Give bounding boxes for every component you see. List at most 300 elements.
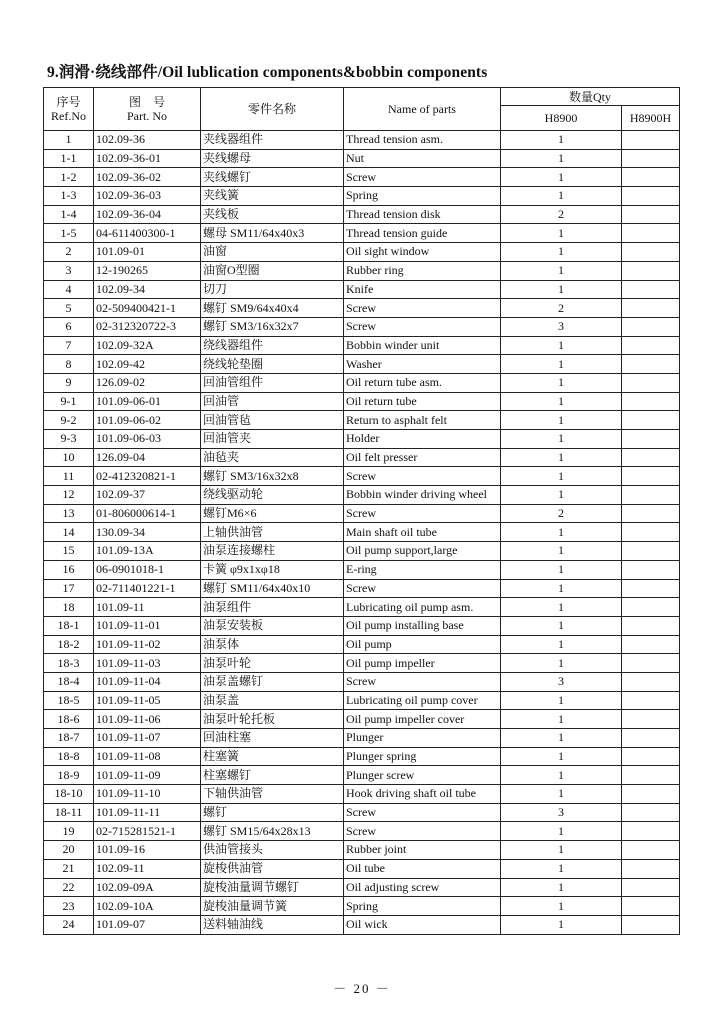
cell-qty-h8900: 2 bbox=[501, 205, 622, 224]
cell-ref-no: 18-7 bbox=[44, 729, 94, 748]
cell-qty-h8900: 3 bbox=[501, 803, 622, 822]
cell-qty-h8900: 1 bbox=[501, 616, 622, 635]
cell-qty-h8900h bbox=[622, 841, 680, 860]
cell-name-en: E-ring bbox=[344, 560, 501, 579]
cell-name-cn: 油窗 bbox=[201, 243, 344, 262]
cell-qty-h8900h bbox=[622, 467, 680, 486]
cell-qty-h8900: 1 bbox=[501, 392, 622, 411]
cell-part-no: 130.09-34 bbox=[94, 523, 201, 542]
cell-qty-h8900h bbox=[622, 131, 680, 150]
cell-qty-h8900h bbox=[622, 373, 680, 392]
cell-name-en: Thread tension disk bbox=[344, 205, 501, 224]
cell-name-cn: 油泵体 bbox=[201, 635, 344, 654]
header-name-en: Name of parts bbox=[344, 88, 501, 131]
cell-ref-no: 9-1 bbox=[44, 392, 94, 411]
cell-name-en: Thread tension guide bbox=[344, 224, 501, 243]
cell-name-en: Rubber ring bbox=[344, 261, 501, 280]
cell-name-en: Screw bbox=[344, 168, 501, 187]
table-row bbox=[44, 710, 680, 729]
cell-part-no: 02-715281521-1 bbox=[94, 822, 201, 841]
table-row bbox=[44, 654, 680, 673]
cell-name-cn: 旋梭油量调节簧 bbox=[201, 897, 344, 916]
cell-qty-h8900h bbox=[622, 205, 680, 224]
cell-ref-no: 1-5 bbox=[44, 224, 94, 243]
cell-qty-h8900: 1 bbox=[501, 430, 622, 449]
cell-name-cn: 回油柱塞 bbox=[201, 729, 344, 748]
cell-part-no: 101.09-11-02 bbox=[94, 635, 201, 654]
header-ref-cn: 序号 bbox=[56, 95, 81, 109]
cell-part-no: 06-0901018-1 bbox=[94, 560, 201, 579]
table-row bbox=[44, 579, 680, 598]
cell-name-en: Oil sight window bbox=[344, 243, 501, 262]
cell-name-cn: 送料轴油线 bbox=[201, 915, 344, 934]
cell-ref-no: 3 bbox=[44, 261, 94, 280]
cell-name-cn: 油泵盖 bbox=[201, 691, 344, 710]
cell-name-cn: 上轴供油管 bbox=[201, 523, 344, 542]
cell-part-no: 01-806000614-1 bbox=[94, 504, 201, 523]
cell-qty-h8900h bbox=[622, 560, 680, 579]
table-row bbox=[44, 729, 680, 748]
cell-part-no: 101.09-06-03 bbox=[94, 430, 201, 449]
cell-name-cn: 夹线器组件 bbox=[201, 131, 344, 150]
cell-qty-h8900: 3 bbox=[501, 672, 622, 691]
cell-qty-h8900: 1 bbox=[501, 878, 622, 897]
cell-qty-h8900h bbox=[622, 317, 680, 336]
cell-qty-h8900h bbox=[622, 168, 680, 187]
cell-part-no: 102.09-10A bbox=[94, 897, 201, 916]
table-row bbox=[44, 672, 680, 691]
table-row bbox=[44, 411, 680, 430]
cell-ref-no: 23 bbox=[44, 897, 94, 916]
cell-name-en: Screw bbox=[344, 467, 501, 486]
cell-name-cn: 回油管夹 bbox=[201, 430, 344, 449]
cell-qty-h8900h bbox=[622, 243, 680, 262]
cell-qty-h8900h bbox=[622, 149, 680, 168]
cell-ref-no: 14 bbox=[44, 523, 94, 542]
cell-name-en: Thread tension asm. bbox=[344, 131, 501, 150]
cell-qty-h8900: 1 bbox=[501, 729, 622, 748]
page-number: － 20 － bbox=[333, 981, 391, 996]
parts-table bbox=[43, 87, 680, 935]
header-name-cn: 零件名称 bbox=[201, 88, 344, 131]
cell-name-cn: 螺钉M6×6 bbox=[201, 504, 344, 523]
cell-qty-h8900h bbox=[622, 261, 680, 280]
cell-name-cn: 油泵叶轮托板 bbox=[201, 710, 344, 729]
cell-part-no: 102.09-37 bbox=[94, 486, 201, 505]
cell-qty-h8900h bbox=[622, 224, 680, 243]
cell-name-en: Bobbin winder driving wheel bbox=[344, 486, 501, 505]
header-model-h8900h: H8900H bbox=[622, 106, 680, 131]
cell-qty-h8900h bbox=[622, 336, 680, 355]
cell-name-en: Screw bbox=[344, 822, 501, 841]
cell-part-no: 101.09-11-11 bbox=[94, 803, 201, 822]
cell-qty-h8900: 1 bbox=[501, 336, 622, 355]
cell-ref-no: 9-2 bbox=[44, 411, 94, 430]
table-row bbox=[44, 131, 680, 150]
cell-name-cn: 油泵叶轮 bbox=[201, 654, 344, 673]
cell-part-no: 126.09-04 bbox=[94, 448, 201, 467]
cell-ref-no: 11 bbox=[44, 467, 94, 486]
cell-name-cn: 绕线轮垫圈 bbox=[201, 355, 344, 374]
cell-qty-h8900h bbox=[622, 430, 680, 449]
cell-part-no: 101.09-07 bbox=[94, 915, 201, 934]
cell-qty-h8900h bbox=[622, 187, 680, 206]
cell-qty-h8900: 1 bbox=[501, 187, 622, 206]
cell-name-cn: 切刀 bbox=[201, 280, 344, 299]
table-row bbox=[44, 841, 680, 860]
cell-qty-h8900h bbox=[622, 785, 680, 804]
cell-part-no: 102.09-34 bbox=[94, 280, 201, 299]
table-row bbox=[44, 803, 680, 822]
cell-part-no: 102.09-36-03 bbox=[94, 187, 201, 206]
cell-name-en: Washer bbox=[344, 355, 501, 374]
cell-qty-h8900h bbox=[622, 654, 680, 673]
cell-part-no: 101.09-11-05 bbox=[94, 691, 201, 710]
table-row bbox=[44, 523, 680, 542]
cell-name-en: Screw bbox=[344, 672, 501, 691]
cell-qty-h8900: 1 bbox=[501, 598, 622, 617]
cell-name-cn: 旋梭供油管 bbox=[201, 859, 344, 878]
cell-qty-h8900h bbox=[622, 299, 680, 318]
cell-part-no: 101.09-11-07 bbox=[94, 729, 201, 748]
cell-part-no: 101.09-11-10 bbox=[94, 785, 201, 804]
cell-name-cn: 回油管组件 bbox=[201, 373, 344, 392]
cell-name-en: Oil pump impeller bbox=[344, 654, 501, 673]
cell-name-en: Rubber joint bbox=[344, 841, 501, 860]
header-part-cn: 图 号 bbox=[128, 95, 165, 109]
cell-qty-h8900: 1 bbox=[501, 859, 622, 878]
cell-name-en: Spring bbox=[344, 187, 501, 206]
cell-part-no: 102.09-36-04 bbox=[94, 205, 201, 224]
table-row bbox=[44, 747, 680, 766]
cell-part-no: 12-190265 bbox=[94, 261, 201, 280]
cell-qty-h8900: 1 bbox=[501, 355, 622, 374]
cell-name-en: Oil pump installing base bbox=[344, 616, 501, 635]
table-row bbox=[44, 766, 680, 785]
cell-qty-h8900h bbox=[622, 915, 680, 934]
cell-qty-h8900h bbox=[622, 672, 680, 691]
cell-name-en: Plunger bbox=[344, 729, 501, 748]
cell-name-en: Main shaft oil tube bbox=[344, 523, 501, 542]
table-row bbox=[44, 785, 680, 804]
cell-name-en: Oil wick bbox=[344, 915, 501, 934]
cell-ref-no: 12 bbox=[44, 486, 94, 505]
table-row bbox=[44, 467, 680, 486]
cell-qty-h8900h bbox=[622, 280, 680, 299]
cell-qty-h8900h bbox=[622, 486, 680, 505]
table-row bbox=[44, 504, 680, 523]
cell-name-en: Oil pump impeller cover bbox=[344, 710, 501, 729]
header-qty: 数量Qty bbox=[501, 88, 680, 106]
cell-name-en: Plunger screw bbox=[344, 766, 501, 785]
cell-part-no: 101.09-11-04 bbox=[94, 672, 201, 691]
cell-name-cn: 夹线板 bbox=[201, 205, 344, 224]
cell-name-en: Plunger spring bbox=[344, 747, 501, 766]
cell-part-no: 101.09-11-06 bbox=[94, 710, 201, 729]
table-row bbox=[44, 243, 680, 262]
cell-qty-h8900: 1 bbox=[501, 373, 622, 392]
cell-qty-h8900h bbox=[622, 691, 680, 710]
cell-qty-h8900: 1 bbox=[501, 897, 622, 916]
cell-part-no: 102.09-36-01 bbox=[94, 149, 201, 168]
cell-name-cn: 回油管 bbox=[201, 392, 344, 411]
cell-part-no: 126.09-02 bbox=[94, 373, 201, 392]
cell-part-no: 102.09-42 bbox=[94, 355, 201, 374]
cell-name-cn: 油泵组件 bbox=[201, 598, 344, 617]
cell-ref-no: 18-6 bbox=[44, 710, 94, 729]
header-part-no bbox=[94, 88, 201, 131]
cell-qty-h8900: 1 bbox=[501, 710, 622, 729]
table-row bbox=[44, 598, 680, 617]
cell-ref-no: 1-4 bbox=[44, 205, 94, 224]
cell-part-no: 101.09-13A bbox=[94, 542, 201, 561]
cell-ref-no: 7 bbox=[44, 336, 94, 355]
cell-qty-h8900h bbox=[622, 710, 680, 729]
cell-part-no: 101.09-11-01 bbox=[94, 616, 201, 635]
table-row bbox=[44, 205, 680, 224]
cell-qty-h8900h bbox=[622, 355, 680, 374]
cell-qty-h8900h bbox=[622, 411, 680, 430]
cell-qty-h8900h bbox=[622, 803, 680, 822]
cell-ref-no: 18-9 bbox=[44, 766, 94, 785]
cell-qty-h8900: 3 bbox=[501, 317, 622, 336]
cell-qty-h8900: 1 bbox=[501, 766, 622, 785]
cell-name-en: Lubricating oil pump asm. bbox=[344, 598, 501, 617]
cell-name-en: Oil tube bbox=[344, 859, 501, 878]
cell-ref-no: 1 bbox=[44, 131, 94, 150]
cell-name-cn: 螺钉 SM9/64x40x4 bbox=[201, 299, 344, 318]
header-part-en: Part. No bbox=[127, 109, 167, 123]
cell-ref-no: 19 bbox=[44, 822, 94, 841]
table-row bbox=[44, 560, 680, 579]
cell-name-cn: 旋梭油量调节螺钉 bbox=[201, 878, 344, 897]
cell-part-no: 102.09-32A bbox=[94, 336, 201, 355]
cell-ref-no: 10 bbox=[44, 448, 94, 467]
cell-part-no: 101.09-06-01 bbox=[94, 392, 201, 411]
table-row bbox=[44, 336, 680, 355]
cell-qty-h8900: 1 bbox=[501, 280, 622, 299]
cell-name-en: Bobbin winder unit bbox=[344, 336, 501, 355]
cell-ref-no: 2 bbox=[44, 243, 94, 262]
cell-qty-h8900h bbox=[622, 766, 680, 785]
table-row bbox=[44, 878, 680, 897]
table-row bbox=[44, 448, 680, 467]
cell-qty-h8900h bbox=[622, 504, 680, 523]
cell-name-cn: 螺钉 SM11/64x40x10 bbox=[201, 579, 344, 598]
cell-qty-h8900: 2 bbox=[501, 299, 622, 318]
cell-qty-h8900h bbox=[622, 579, 680, 598]
cell-name-en: Oil return tube bbox=[344, 392, 501, 411]
cell-name-cn: 下轴供油管 bbox=[201, 785, 344, 804]
cell-name-cn: 夹线螺钉 bbox=[201, 168, 344, 187]
cell-qty-h8900: 1 bbox=[501, 168, 622, 187]
table-row bbox=[44, 486, 680, 505]
cell-ref-no: 13 bbox=[44, 504, 94, 523]
header-model-h8900: H8900 bbox=[501, 106, 622, 131]
cell-qty-h8900h bbox=[622, 542, 680, 561]
cell-name-cn: 螺钉 SM15/64x28x13 bbox=[201, 822, 344, 841]
table-row bbox=[44, 542, 680, 561]
cell-qty-h8900: 1 bbox=[501, 243, 622, 262]
cell-part-no: 02-312320722-3 bbox=[94, 317, 201, 336]
cell-part-no: 101.09-11-08 bbox=[94, 747, 201, 766]
cell-ref-no: 1-3 bbox=[44, 187, 94, 206]
cell-qty-h8900: 1 bbox=[501, 467, 622, 486]
cell-name-en: Screw bbox=[344, 299, 501, 318]
table-row bbox=[44, 691, 680, 710]
table-row bbox=[44, 635, 680, 654]
cell-name-en: Spring bbox=[344, 897, 501, 916]
cell-name-cn: 绕线驱动轮 bbox=[201, 486, 344, 505]
cell-qty-h8900: 1 bbox=[501, 691, 622, 710]
cell-part-no: 102.09-36-02 bbox=[94, 168, 201, 187]
cell-ref-no: 15 bbox=[44, 542, 94, 561]
cell-part-no: 101.09-01 bbox=[94, 243, 201, 262]
cell-name-cn: 螺钉 SM3/16x32x8 bbox=[201, 467, 344, 486]
cell-name-en: Oil adjusting screw bbox=[344, 878, 501, 897]
cell-ref-no: 8 bbox=[44, 355, 94, 374]
cell-part-no: 101.09-06-02 bbox=[94, 411, 201, 430]
cell-part-no: 02-711401221-1 bbox=[94, 579, 201, 598]
cell-name-cn: 回油管毡 bbox=[201, 411, 344, 430]
cell-name-cn: 螺母 SM11/64x40x3 bbox=[201, 224, 344, 243]
table-row bbox=[44, 616, 680, 635]
cell-qty-h8900h bbox=[622, 635, 680, 654]
cell-ref-no: 5 bbox=[44, 299, 94, 318]
cell-qty-h8900: 1 bbox=[501, 486, 622, 505]
cell-qty-h8900: 2 bbox=[501, 504, 622, 523]
cell-ref-no: 18-11 bbox=[44, 803, 94, 822]
cell-name-cn: 螺钉 bbox=[201, 803, 344, 822]
cell-ref-no: 18-5 bbox=[44, 691, 94, 710]
cell-name-cn: 油泵安装板 bbox=[201, 616, 344, 635]
cell-ref-no: 21 bbox=[44, 859, 94, 878]
cell-part-no: 02-509400421-1 bbox=[94, 299, 201, 318]
table-row bbox=[44, 822, 680, 841]
cell-ref-no: 18-8 bbox=[44, 747, 94, 766]
cell-qty-h8900: 1 bbox=[501, 131, 622, 150]
cell-name-en: Holder bbox=[344, 430, 501, 449]
cell-qty-h8900: 1 bbox=[501, 448, 622, 467]
cell-name-cn: 卡簧 φ9x1xφ18 bbox=[201, 560, 344, 579]
cell-part-no: 102.09-09A bbox=[94, 878, 201, 897]
cell-name-cn: 绕线器组件 bbox=[201, 336, 344, 355]
cell-ref-no: 1-1 bbox=[44, 149, 94, 168]
cell-qty-h8900: 1 bbox=[501, 579, 622, 598]
cell-part-no: 101.09-11-03 bbox=[94, 654, 201, 673]
cell-name-en: Lubricating oil pump cover bbox=[344, 691, 501, 710]
cell-name-cn: 油泵盖螺钉 bbox=[201, 672, 344, 691]
cell-ref-no: 18-1 bbox=[44, 616, 94, 635]
cell-name-en: Screw bbox=[344, 504, 501, 523]
cell-name-en: Nut bbox=[344, 149, 501, 168]
table-row bbox=[44, 224, 680, 243]
cell-name-en: Oil return tube asm. bbox=[344, 373, 501, 392]
cell-ref-no: 6 bbox=[44, 317, 94, 336]
header-ref-en: Ref.No bbox=[51, 109, 86, 123]
cell-qty-h8900: 1 bbox=[501, 149, 622, 168]
cell-qty-h8900: 1 bbox=[501, 635, 622, 654]
cell-qty-h8900: 1 bbox=[501, 747, 622, 766]
parts-table-body bbox=[44, 131, 680, 935]
cell-ref-no: 18-3 bbox=[44, 654, 94, 673]
cell-name-en: Oil pump support,large bbox=[344, 542, 501, 561]
cell-qty-h8900: 1 bbox=[501, 542, 622, 561]
cell-qty-h8900: 1 bbox=[501, 654, 622, 673]
table-row bbox=[44, 149, 680, 168]
cell-name-en: Screw bbox=[344, 803, 501, 822]
table-row bbox=[44, 392, 680, 411]
cell-name-cn: 柱塞螺钉 bbox=[201, 766, 344, 785]
cell-part-no: 102.09-36 bbox=[94, 131, 201, 150]
cell-qty-h8900h bbox=[622, 729, 680, 748]
cell-name-cn: 夹线簧 bbox=[201, 187, 344, 206]
cell-ref-no: 4 bbox=[44, 280, 94, 299]
cell-qty-h8900h bbox=[622, 822, 680, 841]
cell-part-no: 102.09-11 bbox=[94, 859, 201, 878]
cell-name-en: Screw bbox=[344, 317, 501, 336]
cell-qty-h8900: 1 bbox=[501, 785, 622, 804]
cell-qty-h8900: 1 bbox=[501, 915, 622, 934]
cell-qty-h8900: 1 bbox=[501, 224, 622, 243]
cell-ref-no: 18 bbox=[44, 598, 94, 617]
cell-part-no: 101.09-16 bbox=[94, 841, 201, 860]
cell-name-en: Screw bbox=[344, 579, 501, 598]
table-row bbox=[44, 261, 680, 280]
cell-ref-no: 24 bbox=[44, 915, 94, 934]
cell-ref-no: 17 bbox=[44, 579, 94, 598]
cell-name-en: Knife bbox=[344, 280, 501, 299]
cell-name-en: Hook driving shaft oil tube bbox=[344, 785, 501, 804]
cell-ref-no: 1-2 bbox=[44, 168, 94, 187]
table-header-row bbox=[44, 88, 680, 106]
cell-qty-h8900h bbox=[622, 598, 680, 617]
cell-qty-h8900h bbox=[622, 523, 680, 542]
cell-qty-h8900h bbox=[622, 878, 680, 897]
cell-name-cn: 柱塞簧 bbox=[201, 747, 344, 766]
cell-ref-no: 9-3 bbox=[44, 430, 94, 449]
cell-name-en: Oil pump bbox=[344, 635, 501, 654]
table-row bbox=[44, 915, 680, 934]
table-row bbox=[44, 897, 680, 916]
table-row bbox=[44, 299, 680, 318]
cell-name-cn: 螺钉 SM3/16x32x7 bbox=[201, 317, 344, 336]
table-row bbox=[44, 355, 680, 374]
table-row bbox=[44, 168, 680, 187]
cell-name-cn: 夹线螺母 bbox=[201, 149, 344, 168]
cell-name-en: Return to asphalt felt bbox=[344, 411, 501, 430]
cell-qty-h8900h bbox=[622, 616, 680, 635]
cell-qty-h8900h bbox=[622, 859, 680, 878]
cell-part-no: 101.09-11-09 bbox=[94, 766, 201, 785]
table-row bbox=[44, 317, 680, 336]
header-ref-no bbox=[44, 88, 94, 131]
cell-qty-h8900: 1 bbox=[501, 523, 622, 542]
cell-qty-h8900: 1 bbox=[501, 822, 622, 841]
cell-qty-h8900: 1 bbox=[501, 411, 622, 430]
section-title: 9.润滑·绕线部件/Oil lublication components&bobbin components bbox=[47, 64, 488, 81]
cell-ref-no: 22 bbox=[44, 878, 94, 897]
cell-name-en: Oil felt presser bbox=[344, 448, 501, 467]
table-row bbox=[44, 187, 680, 206]
cell-ref-no: 18-10 bbox=[44, 785, 94, 804]
cell-name-cn: 供油管接头 bbox=[201, 841, 344, 860]
cell-part-no: 02-412320821-1 bbox=[94, 467, 201, 486]
table-row bbox=[44, 280, 680, 299]
cell-qty-h8900h bbox=[622, 897, 680, 916]
cell-ref-no: 16 bbox=[44, 560, 94, 579]
cell-name-cn: 油毡夹 bbox=[201, 448, 344, 467]
